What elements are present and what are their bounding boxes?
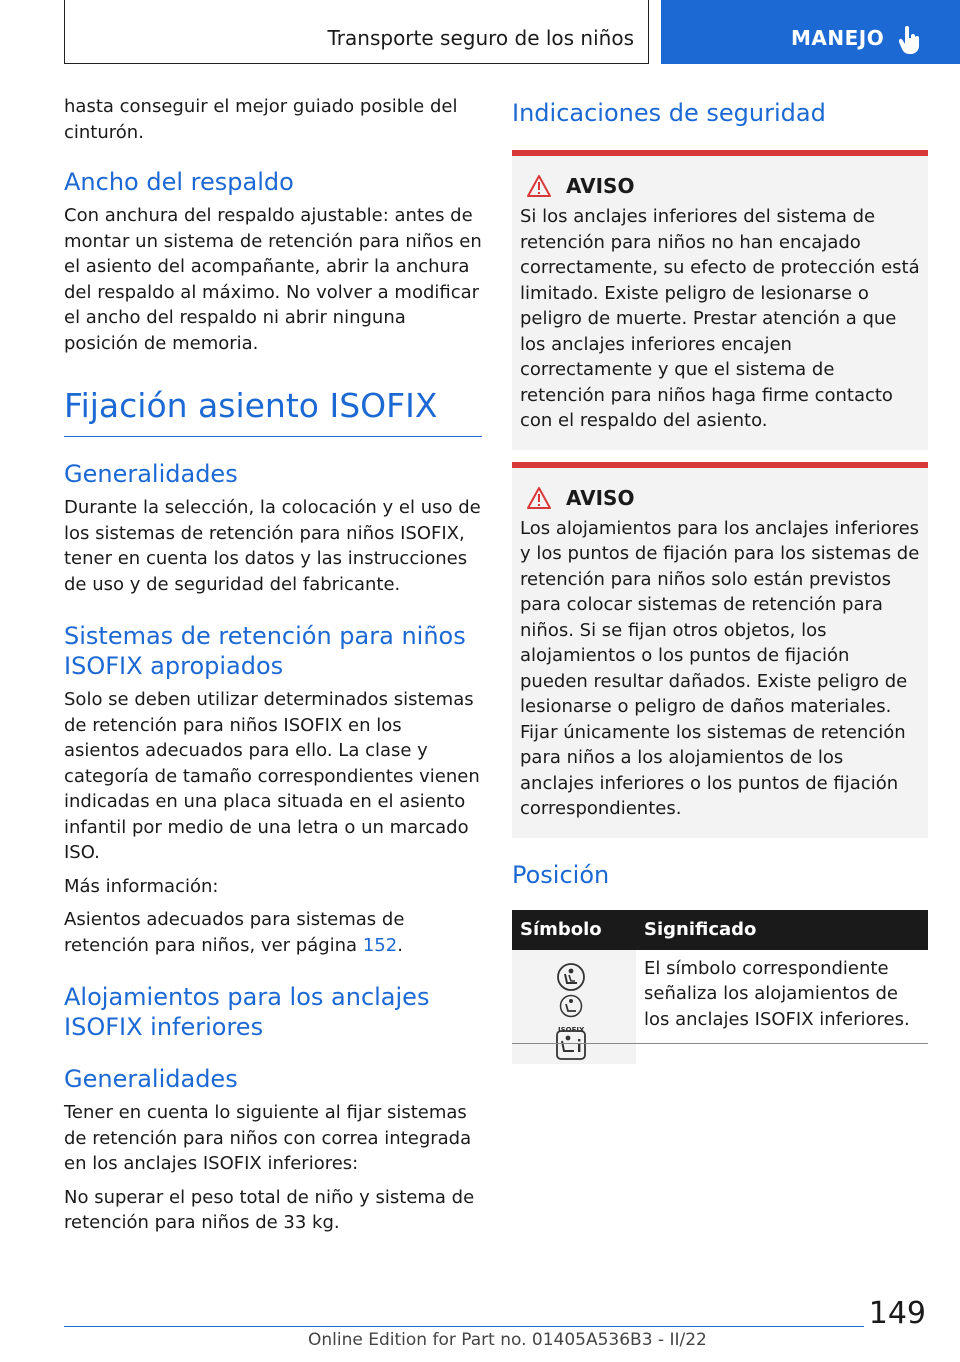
warning-text: Si los anclajes inferiores del sistema de retención para niños no han encajado correctamente, su efecto de protección está limitado. Existe peligro de lesionarse o peligro de muerte. Prestar atención a que los anclajes inferiores encajen correctamente y que el sistema de retención para niños haga firme contacto con el respaldo del asiento.	[520, 206, 920, 431]
chapter-title: Transporte seguro de los niños	[327, 26, 634, 50]
warning-box-1	[512, 150, 928, 450]
footer-rule	[64, 1326, 864, 1327]
position-heading: Posición	[512, 860, 610, 889]
child-seat-circle-icon	[556, 962, 586, 992]
anchors-general-heading: Generalidades	[64, 1065, 238, 1093]
warning-text: Los alojamientos para los anclajes inferiores y los puntos de fijación para los sistemas de retención para niños solo están previstos para colocar sistemas de retención para niños. Si se fijan otros objetos, los alojamientos o los puntos de fijación pueden resultar dañados. Existe peligro de lesionarse o peligro de daños materiales. Fijar únicamente los sistemas de retención para niños a los alojamientos de los anclajes inferiores o los puntos de fijación correspondientes.	[520, 517, 920, 819]
seats-text-end: .	[397, 934, 403, 956]
systems-heading: Sistemas de retención para niños ISOFIX apropiados	[64, 622, 466, 680]
anchors-paragraph-2: No superar el peso total de niño y sistema de retención para niños de 33 kg.	[64, 1186, 475, 1233]
left-column	[64, 94, 482, 1236]
heading-rule	[64, 436, 482, 437]
general-heading: Generalidades	[64, 460, 238, 488]
symbol-table	[512, 910, 928, 1064]
child-seat-info-icon	[556, 1030, 586, 1060]
anchors-heading: Alojamientos para los anclajes ISOFIX inferiores	[64, 983, 430, 1041]
seats-text: Asientos adecuados para sistemas de retención para niños, ver página	[64, 909, 405, 956]
section-label: MANEJO	[791, 26, 885, 50]
meaning-cell: El símbolo correspondiente señaliza los alojamientos de los anclajes ISOFIX inferiores.	[644, 957, 910, 1030]
footer-edition: Online Edition for Part no. 01405A536B3 - II/22	[308, 1330, 707, 1350]
isofix-label: ISOFIX	[558, 1025, 585, 1034]
isofix-child-seat-icon	[559, 994, 583, 1018]
page-number: 149	[868, 1296, 926, 1331]
intro-paragraph: hasta conseguir el mejor guiado posible del cinturón.	[64, 96, 458, 143]
warning-triangle-icon	[526, 174, 552, 198]
header-chapter-box	[64, 0, 649, 64]
warning-title: AVISO	[566, 174, 635, 198]
more-info-label: Más información:	[64, 875, 219, 897]
safety-heading: Indicaciones de seguridad	[512, 99, 826, 127]
seats-paragraph	[64, 907, 482, 958]
general-paragraph: Durante la selección, la colocación y el uso de los sistemas de retención para niños ISOFIX, tener en cuenta los datos y las instrucciones de uso y de seguridad del fabricante.	[64, 497, 481, 595]
backrest-heading: Ancho del respaldo	[64, 168, 294, 196]
warning-box-2	[512, 462, 928, 838]
warning-triangle-icon	[526, 486, 552, 510]
col-header-symbol: Símbolo	[512, 910, 636, 950]
warning-title: AVISO	[566, 485, 635, 510]
backrest-paragraph: Con anchura del respaldo ajustable: antes de montar un sistema de retención para niños en el asiento del acompañante, abrir la anchura del respaldo al máximo. No volver a modificar el ancho del respaldo ni abrir ninguna posición de memoria.	[64, 205, 482, 354]
col-header-meaning: Significado	[636, 910, 928, 950]
right-column	[512, 94, 928, 1064]
isofix-heading: Fijación asiento ISOFIX	[64, 386, 438, 425]
systems-paragraph: Solo se deben utilizar determinados sistemas de retención para niños ISOFIX en los asientos adecuados para ello. La clase y categoría de tamaño correspondientes vienen indicadas en una placa situada en el asiento infantil por medio de una letra o un marcado ISO.	[64, 689, 480, 863]
page-link[interactable]: 152	[362, 934, 398, 956]
hand-pointer-icon	[899, 26, 921, 54]
symbol-cell	[512, 950, 636, 1064]
anchors-paragraph-1: Tener en cuenta lo siguiente al fijar sistemas de retención para niños con correa integrada en los anclajes ISOFIX inferiores:	[64, 1102, 472, 1174]
table-bottom-rule	[512, 1043, 928, 1044]
header-section-tab[interactable]	[661, 0, 960, 64]
table-row	[512, 950, 928, 1064]
